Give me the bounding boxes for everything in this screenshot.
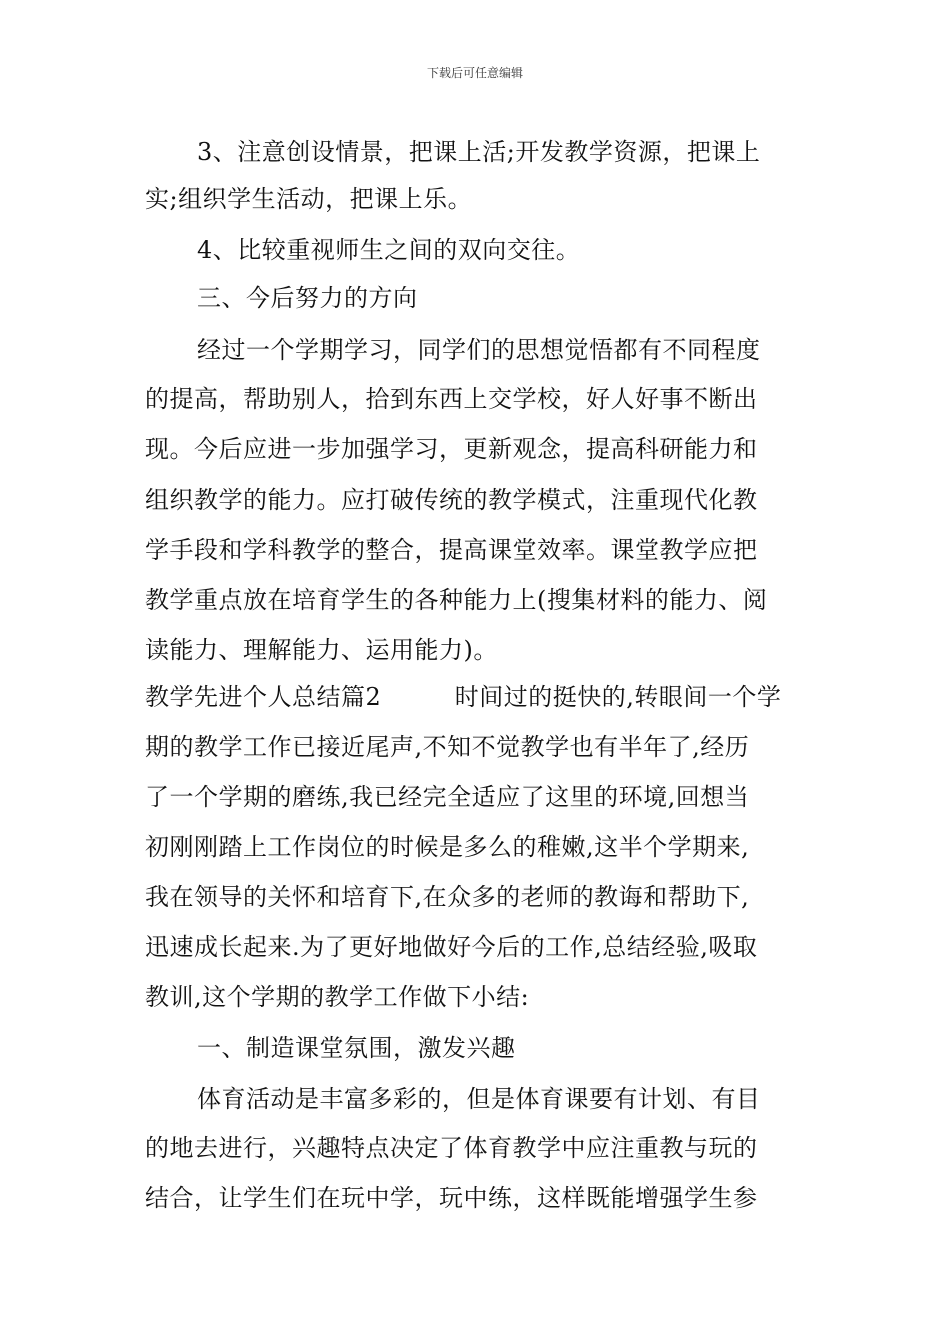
- section-heading: 三、今后努力的方向: [197, 284, 418, 312]
- text-line: 了一个学期的磨练,我已经完全适应了这里的环境,回想当: [145, 783, 750, 811]
- text-line: 3、注意创设情景，把课上活;开发教学资源，把课上: [197, 138, 761, 166]
- text-line: 读能力、理解能力、运用能力)。: [145, 636, 498, 664]
- text-line: 期的教学工作已接近尾声,不知不觉教学也有半年了,经历: [145, 733, 750, 761]
- text-line: 体育活动是丰富多彩的，但是体育课要有计划、有目: [197, 1085, 761, 1113]
- text-line: 教训,这个学期的教学工作做下小结:: [145, 983, 530, 1011]
- text-line: 经过一个学期学习，同学们的思想觉悟都有不同程度: [197, 336, 761, 364]
- text-line: 组织教学的能力。应打破传统的教学模式，注重现代化教: [145, 486, 758, 514]
- text-line: 我在领导的关怀和培育下,在众多的老师的教诲和帮助下,: [145, 883, 750, 911]
- page-header: 下载后可任意编辑: [426, 66, 523, 80]
- text-line: 迅速成长起来.为了更好地做好今后的工作,总结经验,吸取: [145, 933, 758, 961]
- text-line: 的地去进行，兴趣特点决定了体育教学中应注重教与玩的: [145, 1134, 758, 1162]
- text-line: 4、比较重视师生之间的双向交往。: [197, 236, 581, 264]
- text-line: 教学重点放在培育学生的各种能力上(搜集材料的能力、阅: [145, 586, 768, 614]
- section-heading: 一、制造课堂氛围，激发兴趣: [197, 1034, 516, 1062]
- text-line: 实;组织学生活动，把课上乐。: [145, 185, 473, 213]
- text-line: 教学先进个人总结篇2 时间过的挺快的,转眼间一个学: [145, 683, 782, 711]
- text-line: 初刚刚踏上工作岗位的时候是多么的稚嫩,这半个学期来,: [145, 833, 750, 861]
- text-line: 的提高，帮助别人，拾到东西上交学校，好人好事不断出: [145, 385, 758, 413]
- text-line: 学手段和学科教学的整合，提高课堂效率。课堂教学应把: [145, 536, 758, 564]
- text-line: 结合，让学生们在玩中学，玩中练，这样既能增强学生参: [145, 1184, 758, 1212]
- text-line: 现。今后应进一步加强学习，更新观念，提高科研能力和: [145, 435, 758, 463]
